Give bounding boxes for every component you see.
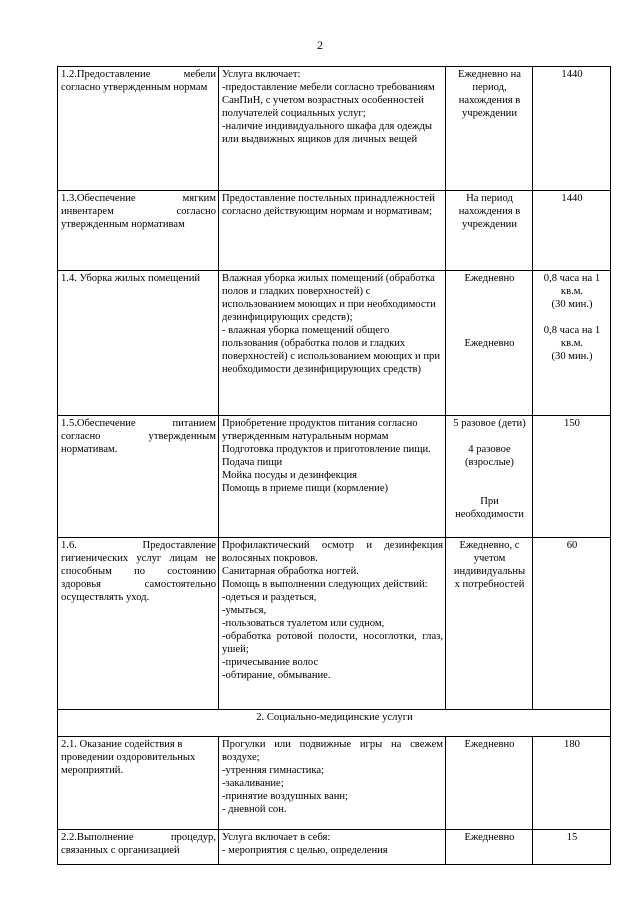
service-description-cell	[219, 416, 446, 538]
table-row	[58, 538, 611, 710]
table-row	[58, 67, 611, 191]
frequency-line: Ежедневно	[464, 338, 515, 349]
table-row	[58, 737, 611, 830]
frequency-line: х потребностей	[454, 579, 525, 590]
frequency-line: индивидуальны	[453, 566, 526, 577]
frequency-line: 4 разовое (взрослые)	[465, 444, 514, 468]
description-line: -закаливание;	[222, 778, 284, 789]
section-title: 2. Социально-медицинские услуги	[58, 710, 611, 737]
description-line: - дневной сон.	[222, 804, 287, 815]
description-line: - мероприятия с целью, определения	[222, 845, 388, 856]
description-line: -принятие воздушных ванн;	[222, 791, 348, 802]
norm-line: (30 мин.)	[551, 351, 593, 362]
description-line: Мойка посуды и дезинфекция	[222, 470, 358, 481]
description-line: - влажная уборка помещений общего пользования (обработка полов и гладких поверхностей) с использованием моющих и при необходимости дезинфицирующих средств)	[222, 325, 440, 375]
frequency-line: 5 разовое (дети)	[453, 418, 526, 429]
description-line: Профилактический осмотр и дезинфекция волосяных покровов.	[222, 540, 443, 564]
frequency-cell	[446, 538, 533, 710]
service-description-cell	[219, 271, 446, 416]
time-norm-cell: 60	[533, 538, 611, 710]
description-line: -наличие индивидуального шкафа для одежды или выдвижных ящиков для личных вещей	[222, 121, 432, 145]
service-name-cell: 2.2.Выполнение процедур, связанных с организацией	[58, 830, 219, 865]
time-norm-cell	[533, 271, 611, 416]
description-line: -умыться,	[222, 605, 267, 616]
description-line: Влажная уборка жилых помещений (обработка полов и гладких поверхностей) с использованием моющих и при необходимости дезинфицирующих средств);	[222, 273, 436, 323]
description-line: -обработка ротовой полости, носоглотки, глаз, ушей;	[222, 631, 443, 655]
table-row	[58, 271, 611, 416]
service-description-cell	[219, 67, 446, 191]
table-row	[58, 830, 611, 865]
description-line: Помощь в выполнении следующих действий:	[222, 579, 428, 590]
frequency-cell: Ежедневно на период, нахождения в учреждении	[446, 67, 533, 191]
frequency-cell: На период нахождения в учреждении	[446, 191, 533, 271]
description-line: Услуга включает в себя:	[222, 832, 331, 843]
time-norm-cell: 1440	[533, 191, 611, 271]
service-name-cell: 1.5.Обеспечение питанием согласно утвержденным нормативам.	[58, 416, 219, 538]
description-line: -причесывание волос	[222, 657, 319, 668]
time-norm-cell: 150	[533, 416, 611, 538]
description-line: Помощь в приеме пищи (кормление)	[222, 483, 389, 494]
service-name-cell: 1.2.Предоставление мебели согласно утвержденным нормам	[58, 67, 219, 191]
description-line: -утренняя гимнастика;	[222, 765, 325, 776]
frequency-cell	[446, 416, 533, 538]
frequency-cell: Ежедневно	[446, 737, 533, 830]
description-line: Приобретение продуктов питания согласно утвержденным натуральным нормам	[222, 418, 418, 442]
description-line: Прогулки или подвижные игры на свежем воздухе;	[222, 739, 443, 763]
time-norm-cell: 1440	[533, 67, 611, 191]
description-line: Санитарная обработка ногтей.	[222, 566, 359, 577]
frequency-cell: Ежедневно	[446, 830, 533, 865]
description-line: Предоставление постельных принадлежностей согласно действующим нормам и нормативам;	[222, 193, 435, 217]
frequency-line: Ежедневно	[464, 273, 515, 284]
service-description-cell	[219, 191, 446, 271]
norm-line: (30 мин.)	[551, 299, 593, 310]
frequency-line: При необходимости	[455, 496, 524, 520]
description-line: Подача пищи	[222, 457, 283, 468]
description-line: Подготовка продуктов и приготовление пищи.	[222, 444, 431, 455]
description-line: -обтирание, обмывание.	[222, 670, 331, 681]
description-line: -одеться и раздеться,	[222, 592, 317, 603]
page-number: 2	[317, 38, 323, 52]
services-table	[57, 66, 611, 865]
section-header-row	[58, 710, 611, 737]
norm-line: 0,8 часа на 1 кв.м.	[543, 273, 601, 297]
service-name-cell: 1.3.Обеспечение мягким инвентарем согласно утвержденным нормативам	[58, 191, 219, 271]
frequency-line: Ежедневно, с	[459, 540, 520, 551]
table-row	[58, 191, 611, 271]
description-line: -предоставление мебели согласно требованиям СанПиН, с учетом возрастных особенностей получателей социальных услуг;	[222, 82, 435, 119]
norm-line: 0,8 часа на 1 кв.м.	[543, 325, 601, 349]
description-line: -пользоваться туалетом или судном,	[222, 618, 385, 629]
description-line: Услуга включает:	[222, 69, 301, 80]
service-name-cell: 1.4. Уборка жилых помещений	[58, 271, 219, 416]
service-description-cell	[219, 737, 446, 830]
service-name-cell: 2.1. Оказание содействия в проведении оздоровительных мероприятий.	[58, 737, 219, 830]
table-row	[58, 416, 611, 538]
service-description-cell	[219, 538, 446, 710]
service-name-cell: 1.6. Предоставление гигиенических услуг лицам не способным по состоянию здоровья самостоятельно осуществлять уход.	[58, 538, 219, 710]
frequency-cell	[446, 271, 533, 416]
time-norm-cell: 15	[533, 830, 611, 865]
time-norm-cell: 180	[533, 737, 611, 830]
service-description-cell	[219, 830, 446, 865]
frequency-line: учетом	[473, 553, 506, 564]
